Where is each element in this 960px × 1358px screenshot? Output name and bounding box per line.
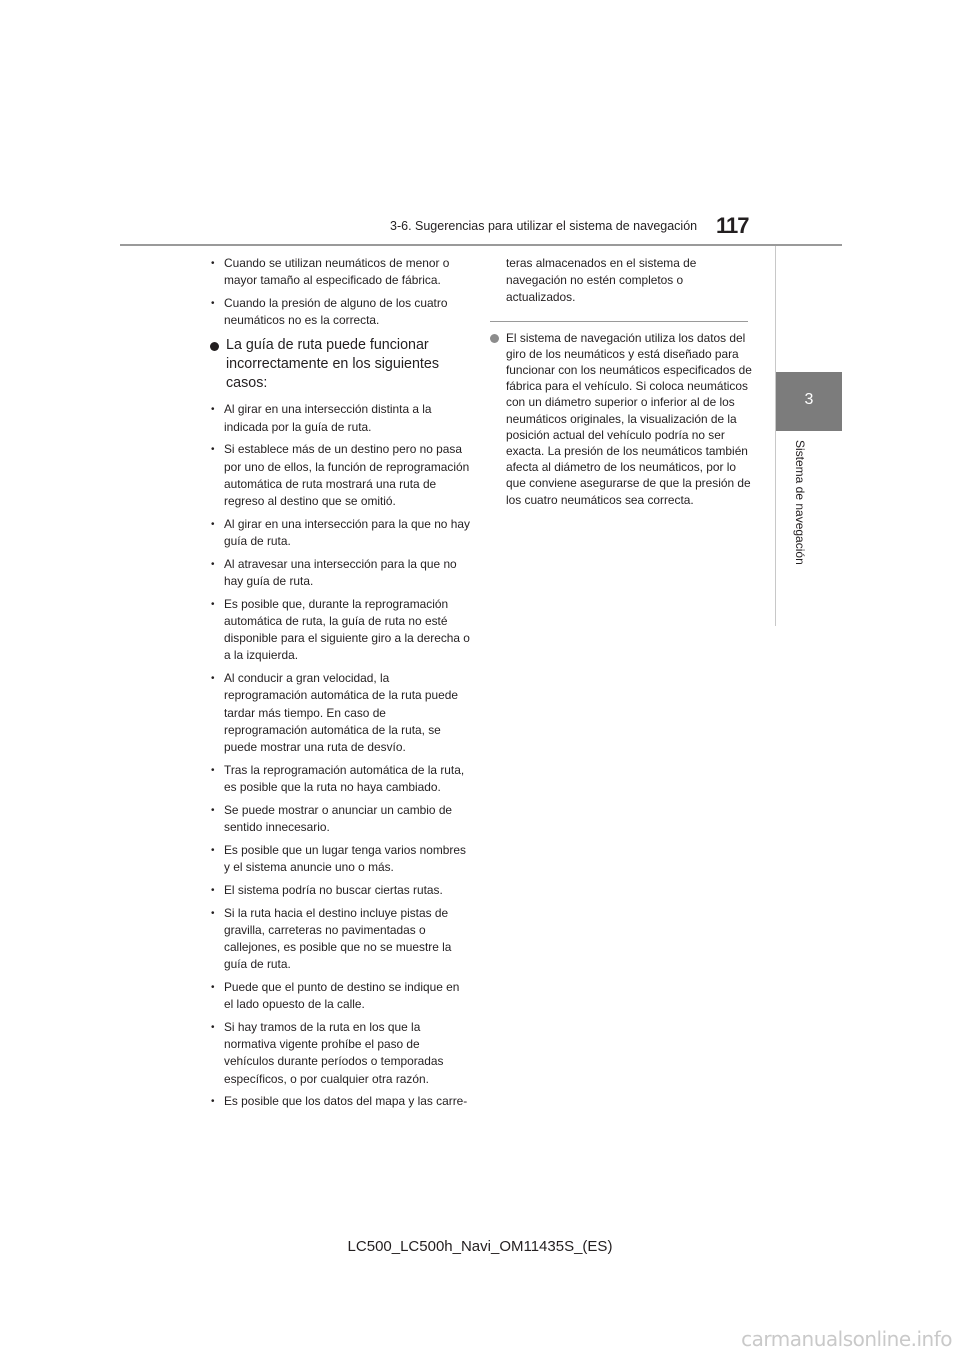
bullet-icon: • (211, 258, 215, 269)
bullet-icon: • (211, 804, 215, 816)
chapter-label: Sistema de navegación (793, 440, 807, 565)
list-item: • Se puede mostrar o anunciar un cambio de sentido innecesario. (211, 802, 453, 835)
list-item: • Al conducir a gran velocidad, la reprogramación automática de la ruta puede tardar más tiempo. En caso de reprogramación automática de la ruta, se puede mostrar una ruta de desvío. (211, 671, 458, 755)
bullet-icon: • (211, 558, 215, 570)
continued-text: teras almacenados en el sistema de navegación no estén completos o actualizados. (506, 256, 697, 305)
list-item: • Si hay tramos de la ruta en los que la normativa vigente prohíbe el paso de vehículos durante períodos o temporadas específicos, o por cualquier otra razón. (211, 1020, 444, 1086)
list-item: • Si establece más de un destino pero no pasa por uno de ellos, la función de reprogramación automática de ruta mostrará una ruta de regreso al destino que se omitió. (211, 442, 470, 509)
bullet-icon: • (211, 1022, 215, 1034)
watermark: carmanualsonline.info (741, 1327, 952, 1351)
list-item: • El sistema podría no buscar ciertas rutas. (208, 882, 470, 899)
chapter-tab (776, 372, 842, 431)
bullet-icon: • (211, 907, 215, 919)
list-item: • Es posible que un lugar tenga varios nombres y el sistema anuncie uno o más. (211, 842, 466, 875)
list-item: • Al girar en una intersección para la que no hay guía de ruta. (211, 516, 470, 549)
section-title: 3-6. Sugerencias para utilizar el sistema de navegación (390, 219, 698, 233)
list-item: • Si la ruta hacia el destino incluye pistas de gravilla, carreteras no pavimentadas o callejones, es posible que no se muestre la guía de ruta. (211, 905, 452, 972)
document-code: LC500_LC500h_Navi_OM11435S_(ES) (347, 1238, 613, 1255)
note-divider (490, 321, 748, 322)
list-item: • Cuando se utilizan neumáticos de menor o mayor tamaño al especificado de fábrica. (211, 256, 450, 288)
bullet-icon: • (211, 844, 215, 856)
bullet-icon: • (211, 982, 215, 994)
bullet-icon: • (211, 518, 215, 530)
left-column (208, 255, 470, 1116)
note-paragraph: El sistema de navegación utiliza los datos del giro de los neumáticos y está diseñado para funcionar con los neumáticos especificados de fábrica para el vehículo. Si coloca neumáticos con un diámetro superior o inferior al de los neumáticos originales, la visualización de la posición actual del vehículo podría no ser exacta. La presión de los neumáticos también afecta al diámetro de los neumáticos, por lo que conviene asegurarse de que la presión de los cuatro neumáticos sea correcta. (490, 330, 752, 508)
list-item: • Al girar en una intersección distinta a la indicada por la guía de ruta. (211, 402, 432, 434)
bullet-icon: • (211, 298, 215, 309)
bullet-icon: • (211, 764, 215, 776)
heading-bullet-icon (210, 342, 219, 351)
list-item: • Puede que el punto de destino se indique en el lado opuesto de la calle. (211, 980, 460, 1012)
right-column (490, 255, 752, 508)
list-item: • Al atravesar una intersección para la que no hay guía de ruta. (211, 556, 457, 589)
list-item: • Cuando la presión de alguno de los cuatro neumáticos no es la correcta. (211, 296, 448, 328)
bullet-icon: • (211, 404, 215, 416)
bullet-icon: • (211, 444, 215, 456)
side-divider (775, 246, 776, 626)
bullet-icon: • (211, 1096, 215, 1108)
list-item: • Tras la reprogramación automática de la ruta, es posible que la ruta no haya cambiado. (211, 762, 465, 795)
list-item: • Es posible que, durante la reprogramación automática de ruta, la guía de ruta no esté disponible para el siguiente giro a la derecha o a la izquierda. (211, 596, 470, 663)
chapter-number: 3 (804, 391, 814, 408)
bullet-icon: • (211, 673, 215, 685)
note-bullet-icon (490, 334, 499, 343)
header-divider (120, 244, 842, 246)
list-item: • Es posible que los datos del mapa y las carre- (208, 1093, 470, 1110)
bullet-icon: • (211, 884, 215, 896)
section-heading: La guía de ruta puede funcionar incorrectamente en los siguientes casos: (208, 336, 470, 393)
page-number: 117 (716, 213, 749, 238)
bullet-icon: • (211, 598, 215, 610)
